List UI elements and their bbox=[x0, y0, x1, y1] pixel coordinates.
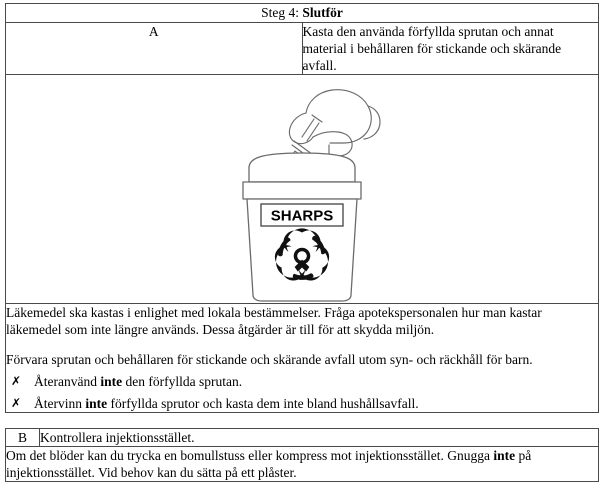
sharps-disposal-drawing bbox=[202, 75, 402, 303]
section-a-figure-cell bbox=[6, 75, 599, 304]
sharps-label-text: SHARPS bbox=[270, 207, 334, 225]
section-b-letter: B bbox=[6, 429, 40, 447]
section-a-letter: A bbox=[6, 23, 303, 75]
warning-bullet-2-after: förfyllda sprutor och kasta dem inte bland hushållsavfall. bbox=[107, 396, 419, 411]
section-a-figure-row bbox=[6, 75, 599, 304]
section-a-instruction-row bbox=[6, 23, 599, 75]
table-spacer bbox=[5, 413, 599, 428]
section-b-body-cell bbox=[6, 447, 599, 482]
section-b-body-text bbox=[6, 447, 598, 481]
disposal-illustration bbox=[6, 75, 598, 303]
section-a-instruction: Kasta den använda förfyllda sprutan och annat material i behållaren för stickande och skärande avfall. bbox=[302, 23, 599, 75]
section-a-body-cell bbox=[6, 304, 599, 413]
section-b-body-row bbox=[6, 447, 599, 482]
warning-bullet-1 bbox=[6, 373, 598, 390]
section-a-body-row bbox=[6, 304, 599, 413]
disposal-paragraph-1: Läkemedel ska kastas i enlighet med lokala bestämmelser. Fråga apotekspersonalen hur man kastar läkemedel som inte längre används. Dessa åtgärder är till för att skydda miljön. bbox=[6, 305, 542, 337]
section-b-body-emphasis: inte bbox=[493, 448, 516, 463]
step-title-row bbox=[6, 4, 599, 23]
warning-bullet-2-before: Återvinn bbox=[34, 396, 86, 411]
warning-bullet-1-after: den förfyllda sprutan. bbox=[122, 374, 243, 389]
cross-icon: ✗ bbox=[11, 396, 22, 410]
section-b-instruction-row bbox=[6, 429, 599, 447]
disposal-paragraph-2: Förvara sprutan och behållaren för stickande och skärande avfall utom syn- och räckhåll för barn. bbox=[6, 352, 533, 367]
section-b-instruction: Kontrollera injektionsstället. bbox=[40, 429, 599, 447]
step-title-prefix: Steg 4: bbox=[261, 5, 303, 20]
warning-bullet-1-before: Återanvänd bbox=[34, 374, 101, 389]
instruction-page bbox=[5, 3, 599, 482]
step-b-table bbox=[5, 428, 599, 482]
section-b-body-after: på injektionsstället. Vid behov kan du sätta på ett plåster. bbox=[6, 448, 532, 480]
section-b-body-before: Om det blöder kan du trycka en bomullstuss eller kompress mot injektionsstället. Gnugga bbox=[6, 448, 494, 463]
sharps-label-box bbox=[261, 204, 343, 226]
warning-bullet-1-text bbox=[34, 373, 598, 390]
warning-bullet-2-text bbox=[34, 395, 598, 412]
warning-bullet-2 bbox=[6, 395, 598, 412]
step-title-cell bbox=[6, 4, 599, 23]
step-title-name: Slutför bbox=[302, 5, 343, 20]
warning-bullet-1-emphasis: inte bbox=[100, 374, 123, 389]
step-a-table bbox=[5, 3, 599, 413]
cross-icon: ✗ bbox=[11, 374, 22, 388]
warning-bullet-2-emphasis: inte bbox=[85, 396, 108, 411]
